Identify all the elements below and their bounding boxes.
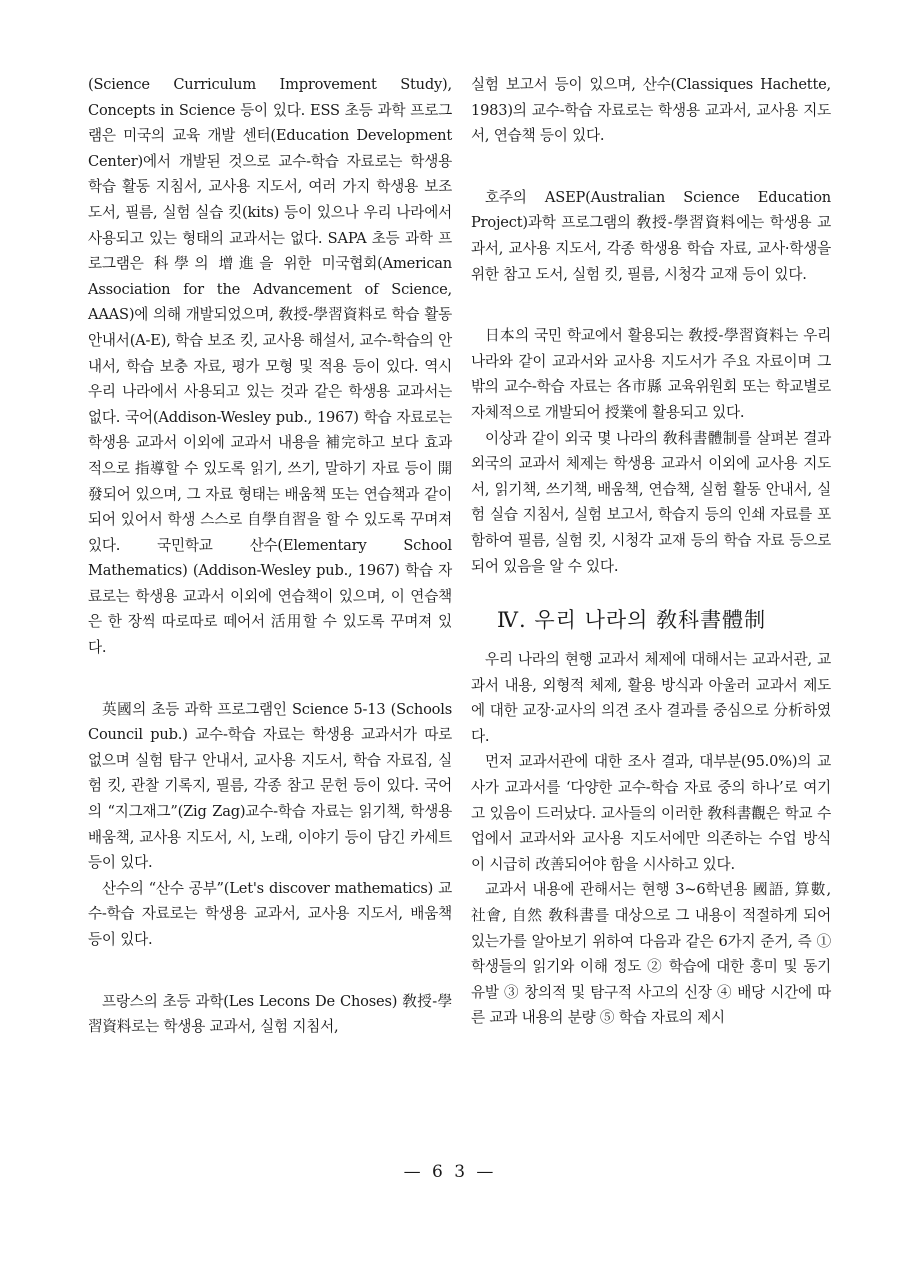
paragraph: 英國의 초등 과학 프로그램인 Science 5-13 (Schools Council pub.) 교수-학습 자료는 학생용 교과서가 따로 없으며 실험 탐구 안내서, 교사용 지도서, 학습 자료집, 실험 킷, 관찰 기록지, 필름, 각종 참고 문헌 등이 있다. 국어의 “지그재그”(Zig Zag)교수-학습 자료는 읽기책, 학생용 배움책, 교사용 지도서, 시, 노래, 이야기 등이 담긴 카세트 등이 있다.: [88, 700, 452, 872]
paragraph: 실험 보고서 등이 있으며, 산수(Classiques Hachette, 1983)의 교수-학습 자료로는 학생용 교과서, 교사용 지도서, 연습책 등이 있다.: [471, 76, 831, 145]
paragraph: (Science Curriculum Improvement Study), Concepts in Science 등이 있다. ESS 초등 과학 프로그램은 미국의 교육 개발 센터(Education Development Center)에서 개발된 것으로 교수-학습 자료로는 학생용 학습 활동 지침서, 교사용 지도서, 여러 가지 학생용 보조 도서, 필름, 실험 실습 킷(kits) 등이 있으나 우리 나라에서 사용되고 있는 형태의 교과서는 없다. SAPA 초등 과학 프로그램은 科學의 增進을 위한 미국협회(American Association for the Advancement of Science, AAAS)에 의해 개발되었으며, 敎授-學習資料로 학습 활동 안내서(A-E), 학습 보조 킷, 교사용 해설서, 교수-학습의 안내서, 학습 보충 자료, 평가 모형 및 적용 등이 있다. 역시 우리 나라에서 사용되고 있는 것과 같은 학생용 교과서는 없다. 국어(Addison-Wesley pub., 1967) 학습 자료로는 학생용 교과서 이외에 교과서 내용을 補完하고 보다 효과적으로 指導할 수 있도록 읽기, 쓰기, 말하기 자료 등이 開發되어 있으며, 그 자료 형태는 배움책 또는 연습책과 같이 되어 있어서 학생 스스로 自學自習을 할 수 있도록 꾸며져 있다. 국민학교 산수(Elementary School Mathematics) (Addison-Wesley pub., 1967) 학습 자료로는 학생용 교과서 이외에 연습책이 있으며, 이 연습책은 한 장씩 따로따로 떼어서 活用할 수 있도록 꾸며져 있다.: [88, 76, 452, 657]
left-column: [88, 72, 452, 1040]
paragraph: 산수의 “산수 공부”(Let's discover mathematics) 교수-학습 자료로는 학생용 교과서, 교사용 지도서, 배움책 등이 있다.: [88, 879, 452, 948]
paragraph: 프랑스의 초등 과학(Les Lecons De Choses) 敎授-學習資料로는 학생용 교과서, 실험 지침서,: [88, 992, 452, 1036]
right-column: [471, 72, 831, 1031]
paragraph: 교과서 내용에 관해서는 현행 3~6학년용 國語, 算數, 社會, 自然 敎科書를 대상으로 그 내용이 적절하게 되어 있는가를 알아보기 위하여 다음과 같은 6가지 준거, 즉 ① 학생들의 읽기와 이해 정도 ② 학습에 대한 흥미 및 동기 유발 ③ 창의적 및 탐구적 사고의 신장 ④ 배당 시간에 따른 교과 내용의 분량 ⑤ 학습 자료의 제시: [471, 881, 831, 1027]
paragraph: 이상과 같이 외국 몇 나라의 敎科書體制를 살펴본 결과 외국의 교과서 체제는 학생용 교과서 이외에 교사용 지도서, 읽기책, 쓰기책, 배움책, 연습책, 실험 활동 안내서, 실험 실습 지침서, 실험 보고서, 학습지 등의 인쇄 자료를 포함하여 필름, 실험 킷, 시청각 교재 등의 학습 자료 등으로 되어 있음을 알 수 있다.: [471, 429, 831, 575]
paragraph: 호주의 ASEP(Australian Science Education Project)과학 프로그램의 敎授-學習資料에는 학생용 교과서, 교사용 지도서, 각종 학생용 학습 자료, 교사·학생을 위한 참고 도서, 실험 킷, 필름, 시청각 교재 등이 있다.: [471, 188, 831, 283]
page-number: — 6 3 —: [403, 1162, 497, 1182]
paragraph: 日本의 국민 학교에서 활용되는 敎授-學習資料는 우리 나라와 같이 교과서와 교사용 지도서가 주요 자료이며 그 밖의 교수-학습 자료는 各市縣 교육위원회 또는 학교별로 자체적으로 개발되어 授業에 활용되고 있다.: [471, 327, 831, 421]
section-heading: Ⅳ. 우리 나라의 敎科書體制: [497, 608, 767, 633]
paragraph: 먼저 교과서관에 대한 조사 결과, 대부분(95.0%)의 교사가 교과서를 ‘다양한 교수-학습 자료 중의 하나’로 여기고 있음이 드러났다. 교사들의 이러한 敎科書觀은 학교 수업에서 교과서와 교사용 지도서에만 의존하는 수업 방식이 시급히 改善되어야 함을 시사하고 있다.: [471, 753, 831, 873]
paragraph: 우리 나라의 현행 교과서 체제에 대해서는 교과서관, 교과서 내용, 외형적 체제, 활용 방식과 아울러 교과서 제도에 대한 교장·교사의 의견 조사 결과를 중심으로 分析하였다.: [471, 651, 831, 745]
